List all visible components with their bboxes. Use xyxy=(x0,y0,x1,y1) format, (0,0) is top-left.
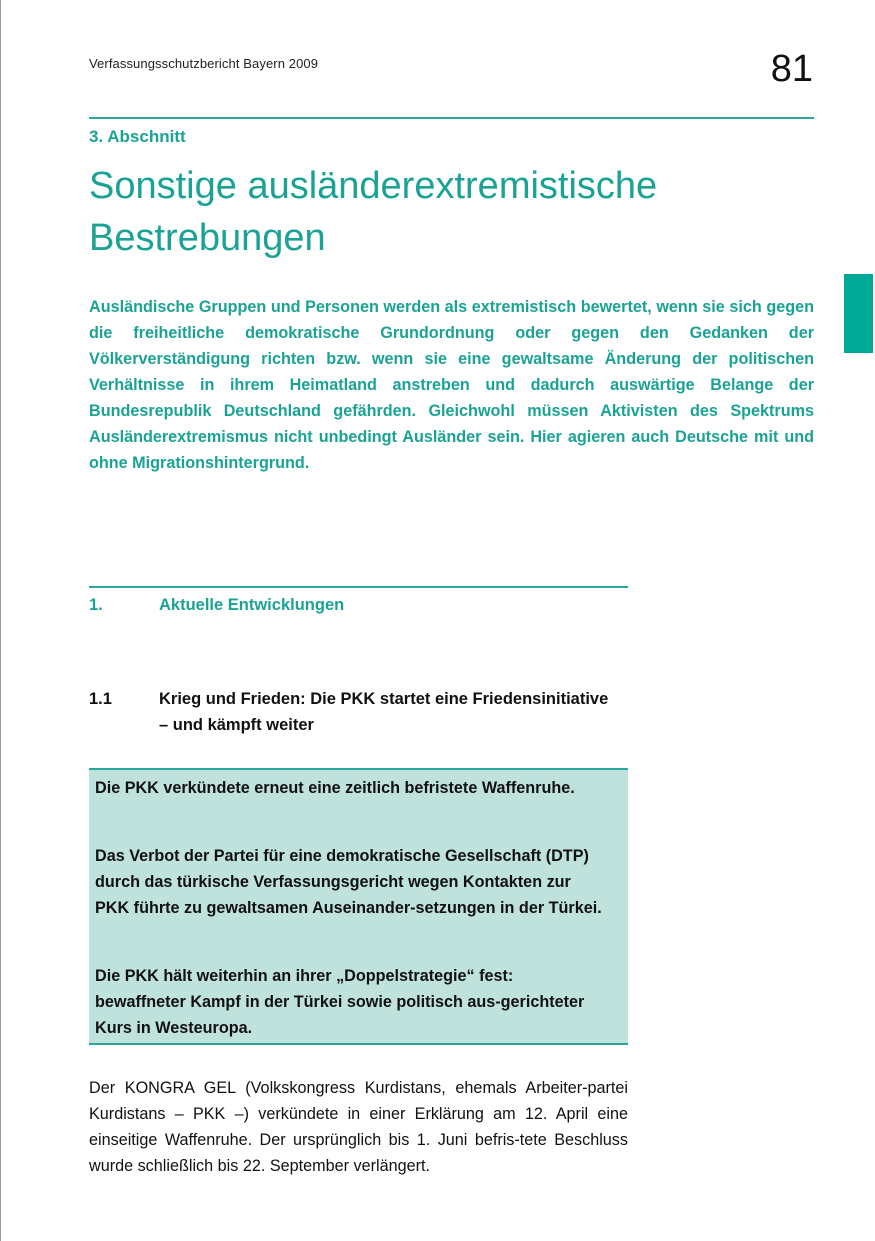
body-paragraph: Der KONGRA GEL (Volkskongress Kurdistans, ehemals Arbeiter-partei Kurdistans – PKK –) verkündete in einer Erklärung am 12. April eine einseitige Waffenruhe. Der ursprünglich bis 1. Juni befris-tete Beschluss wurde schließlich bis 22. September verlängert. xyxy=(89,1079,628,1175)
running-header: Verfassungsschutzbericht Bayern 2009 xyxy=(89,56,319,71)
header-rule xyxy=(89,117,814,119)
section-rule xyxy=(89,586,628,588)
heading-2-number: 1.1 xyxy=(89,690,112,708)
page-number: 81 xyxy=(770,48,813,90)
heading-1-text: Aktuelle Entwicklungen xyxy=(159,596,345,614)
page-left-edge xyxy=(0,0,1,1241)
section-label: 3. Abschnitt xyxy=(89,127,186,146)
summary-item: Die PKK verkündete erneut eine zeitlich befristete Waffenruhe. xyxy=(95,779,575,797)
summary-box xyxy=(89,768,628,1045)
summary-item: Das Verbot der Partei für eine demokratische Gesellschaft (DTP) durch das türkische Verfassungsgericht wegen Kontakten zur PKK führte zu gewaltsamen Auseinander-setzungen in der Türkei. xyxy=(95,847,602,917)
heading-2-text: Krieg und Frieden: Die PKK startet eine Friedensinitiative – und kämpft weiter xyxy=(159,690,609,734)
heading-1-number: 1. xyxy=(89,596,103,614)
chapter-title: Sonstige ausländerextremistische Bestrebungen xyxy=(89,165,658,259)
chapter-side-tab xyxy=(844,274,873,353)
summary-item: Die PKK hält weiterhin an ihrer „Doppelstrategie“ fest: bewaffneter Kampf in der Türkei sowie politisch aus-gerichteter Kurs in Westeuropa. xyxy=(95,967,585,1037)
intro-paragraph: Ausländische Gruppen und Personen werden als extremistisch bewertet, wenn sie sich gegen die freiheitliche demokratische Grundordnung oder gegen den Gedanken der Völkerverständigung richten bzw. wenn sie eine gewaltsame Änderung der politischen Verhältnisse in ihrem Heimatland anstreben und dadurch auswärtige Belange der Bundesrepublik Deutschland gefährden. Gleichwohl müssen Aktivisten des Spektrums Ausländerextremismus nicht unbedingt Ausländer sein. Hier agieren auch Deutsche mit und ohne Migrationshintergrund. xyxy=(89,298,814,472)
